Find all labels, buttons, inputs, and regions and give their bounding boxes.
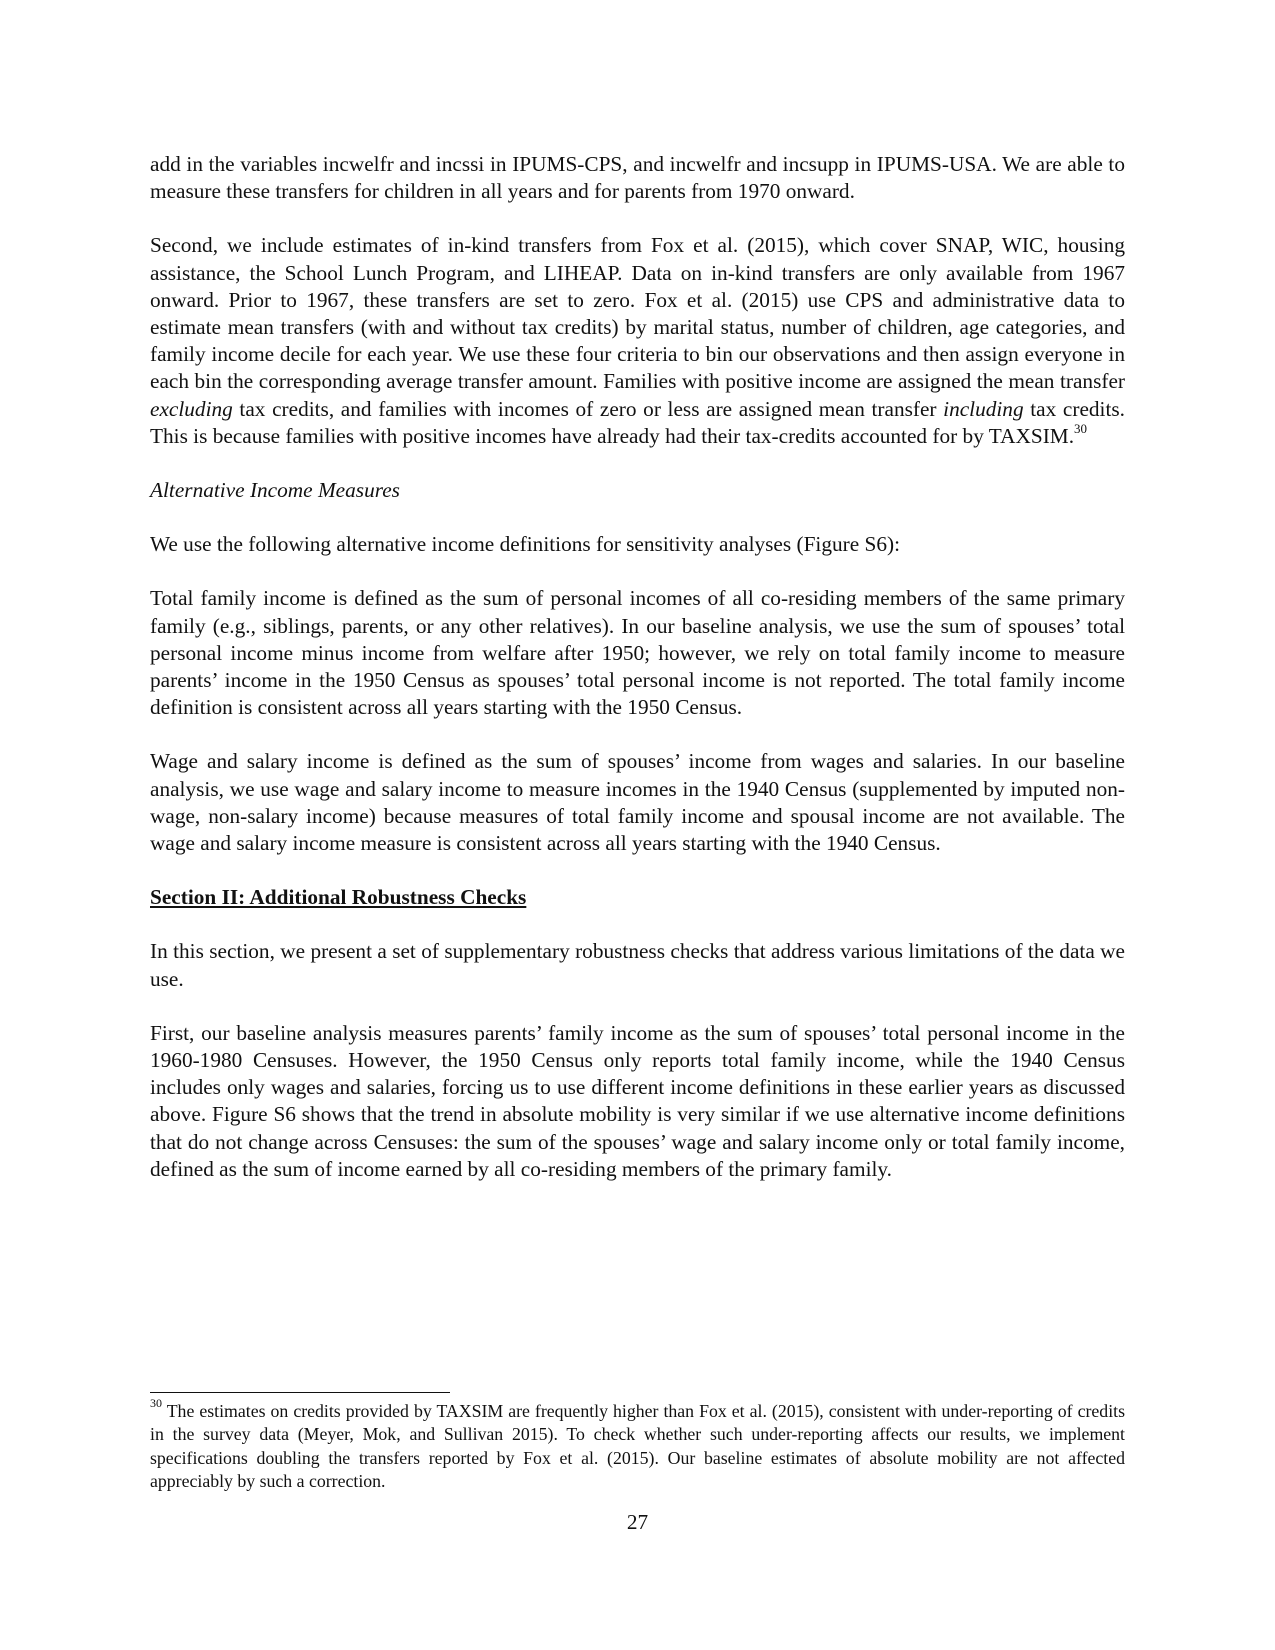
emphasis-excluding: excluding — [150, 396, 233, 421]
paragraph-section-intro: In this section, we present a set of supplementary robustness checks that address various limitations of the data we use. — [150, 939, 1125, 991]
paragraph-wage-salary-income: Wage and salary income is defined as the sum of spouses’ income from wages and salaries. In our baseline analysis, we use wage and salary income to measure incomes in the 1940 Census (supplemented by imputed non-wage, non-salary income) because measures of total family income and spousal income are not available. The wage and salary income measure is consistent across all years starting with the 1940 Census. — [150, 749, 1125, 856]
subheading-alternative-income: Alternative Income Measures — [150, 478, 400, 503]
footnote-number: 30 — [150, 1396, 162, 1411]
page-number: 27 — [626, 1510, 649, 1534]
footnote-divider — [150, 1392, 450, 1393]
paragraph-alternative-intro: We use the following alternative income definitions for sensitivity analyses (Figure S6): — [150, 532, 901, 557]
page-body — [150, 151, 1125, 1183]
paragraph-text: tax credits, and families with incomes of zero or less are assigned mean transfer — [232, 396, 944, 421]
footnote-text: The estimates on credits provided by TAXSIM are frequently higher than Fox et al. (2015), consistent with under-reporting of credits in the survey data (Meyer, Mok, and Sullivan 2015). To check whether such under-reporting affects our results, we implement specifications doubling the transfers reported by Fox et al. (2015). Our baseline estimates of absolute mobility are not affected appreciably by such a correction. — [150, 1401, 1125, 1492]
paragraph-robustness-first: First, our baseline analysis measures parents’ family income as the sum of spouses’ total personal income in the 1960-1980 Censuses. However, the 1950 Census only reports total family income, while the 1940 Census includes only wages and salaries, forcing us to use different income definitions in these earlier years as discussed above. Figure S6 shows that the trend in absolute mobility is very similar if we use alternative income definitions that do not change across Censuses: the sum of the spouses’ wage and salary income only or total family income, defined as the sum of income earned by all co-residing members of the primary family. — [150, 1020, 1125, 1181]
footnote — [150, 1396, 1125, 1494]
emphasis-including: including — [943, 396, 1024, 421]
paragraph-in-kind-transfers — [150, 232, 1125, 450]
footnote-reference[interactable]: 30 — [1074, 420, 1088, 436]
section-heading: Section II: Additional Robustness Checks — [150, 885, 527, 910]
paragraph-transfers-continued: add in the variables incwelfr and incssi in IPUMS-CPS, and incwelfr and incsupp in IPUMS-USA. We are able to measure these transfers for children in all years and for parents from 1970 onward. — [150, 152, 1125, 204]
paragraph-text: tax credits. This is because families with positive incomes have already had their tax-credits accounted for by TAXSIM. — [150, 396, 1125, 448]
paragraph-total-family-income: Total family income is defined as the sum of personal incomes of all co-residing members of the same primary family (e.g., siblings, parents, or any other relatives). In our baseline analysis, we use the sum of spouses’ total personal income minus income from welfare after 1950; however, we rely on total family income to measure parents’ income in the 1950 Census as spouses’ total personal income is not reported. The total family income definition is consistent across all years starting with the 1950 Census. — [150, 586, 1125, 720]
paragraph-text: Second, we include estimates of in-kind transfers from Fox et al. (2015), which cover SNAP, WIC, housing assistance, the School Lunch Program, and LIHEAP. Data on in-kind transfers are only available from 1967 onward. Prior to 1967, these transfers are set to zero. Fox et al. (2015) use CPS and administrative data to estimate mean transfers (with and without tax credits) by marital status, number of children, age categories, and family income decile for each year. We use these four criteria to bin our observations and then assign everyone in each bin the corresponding average transfer amount. Families with positive income are assigned the mean transfer — [150, 233, 1125, 394]
